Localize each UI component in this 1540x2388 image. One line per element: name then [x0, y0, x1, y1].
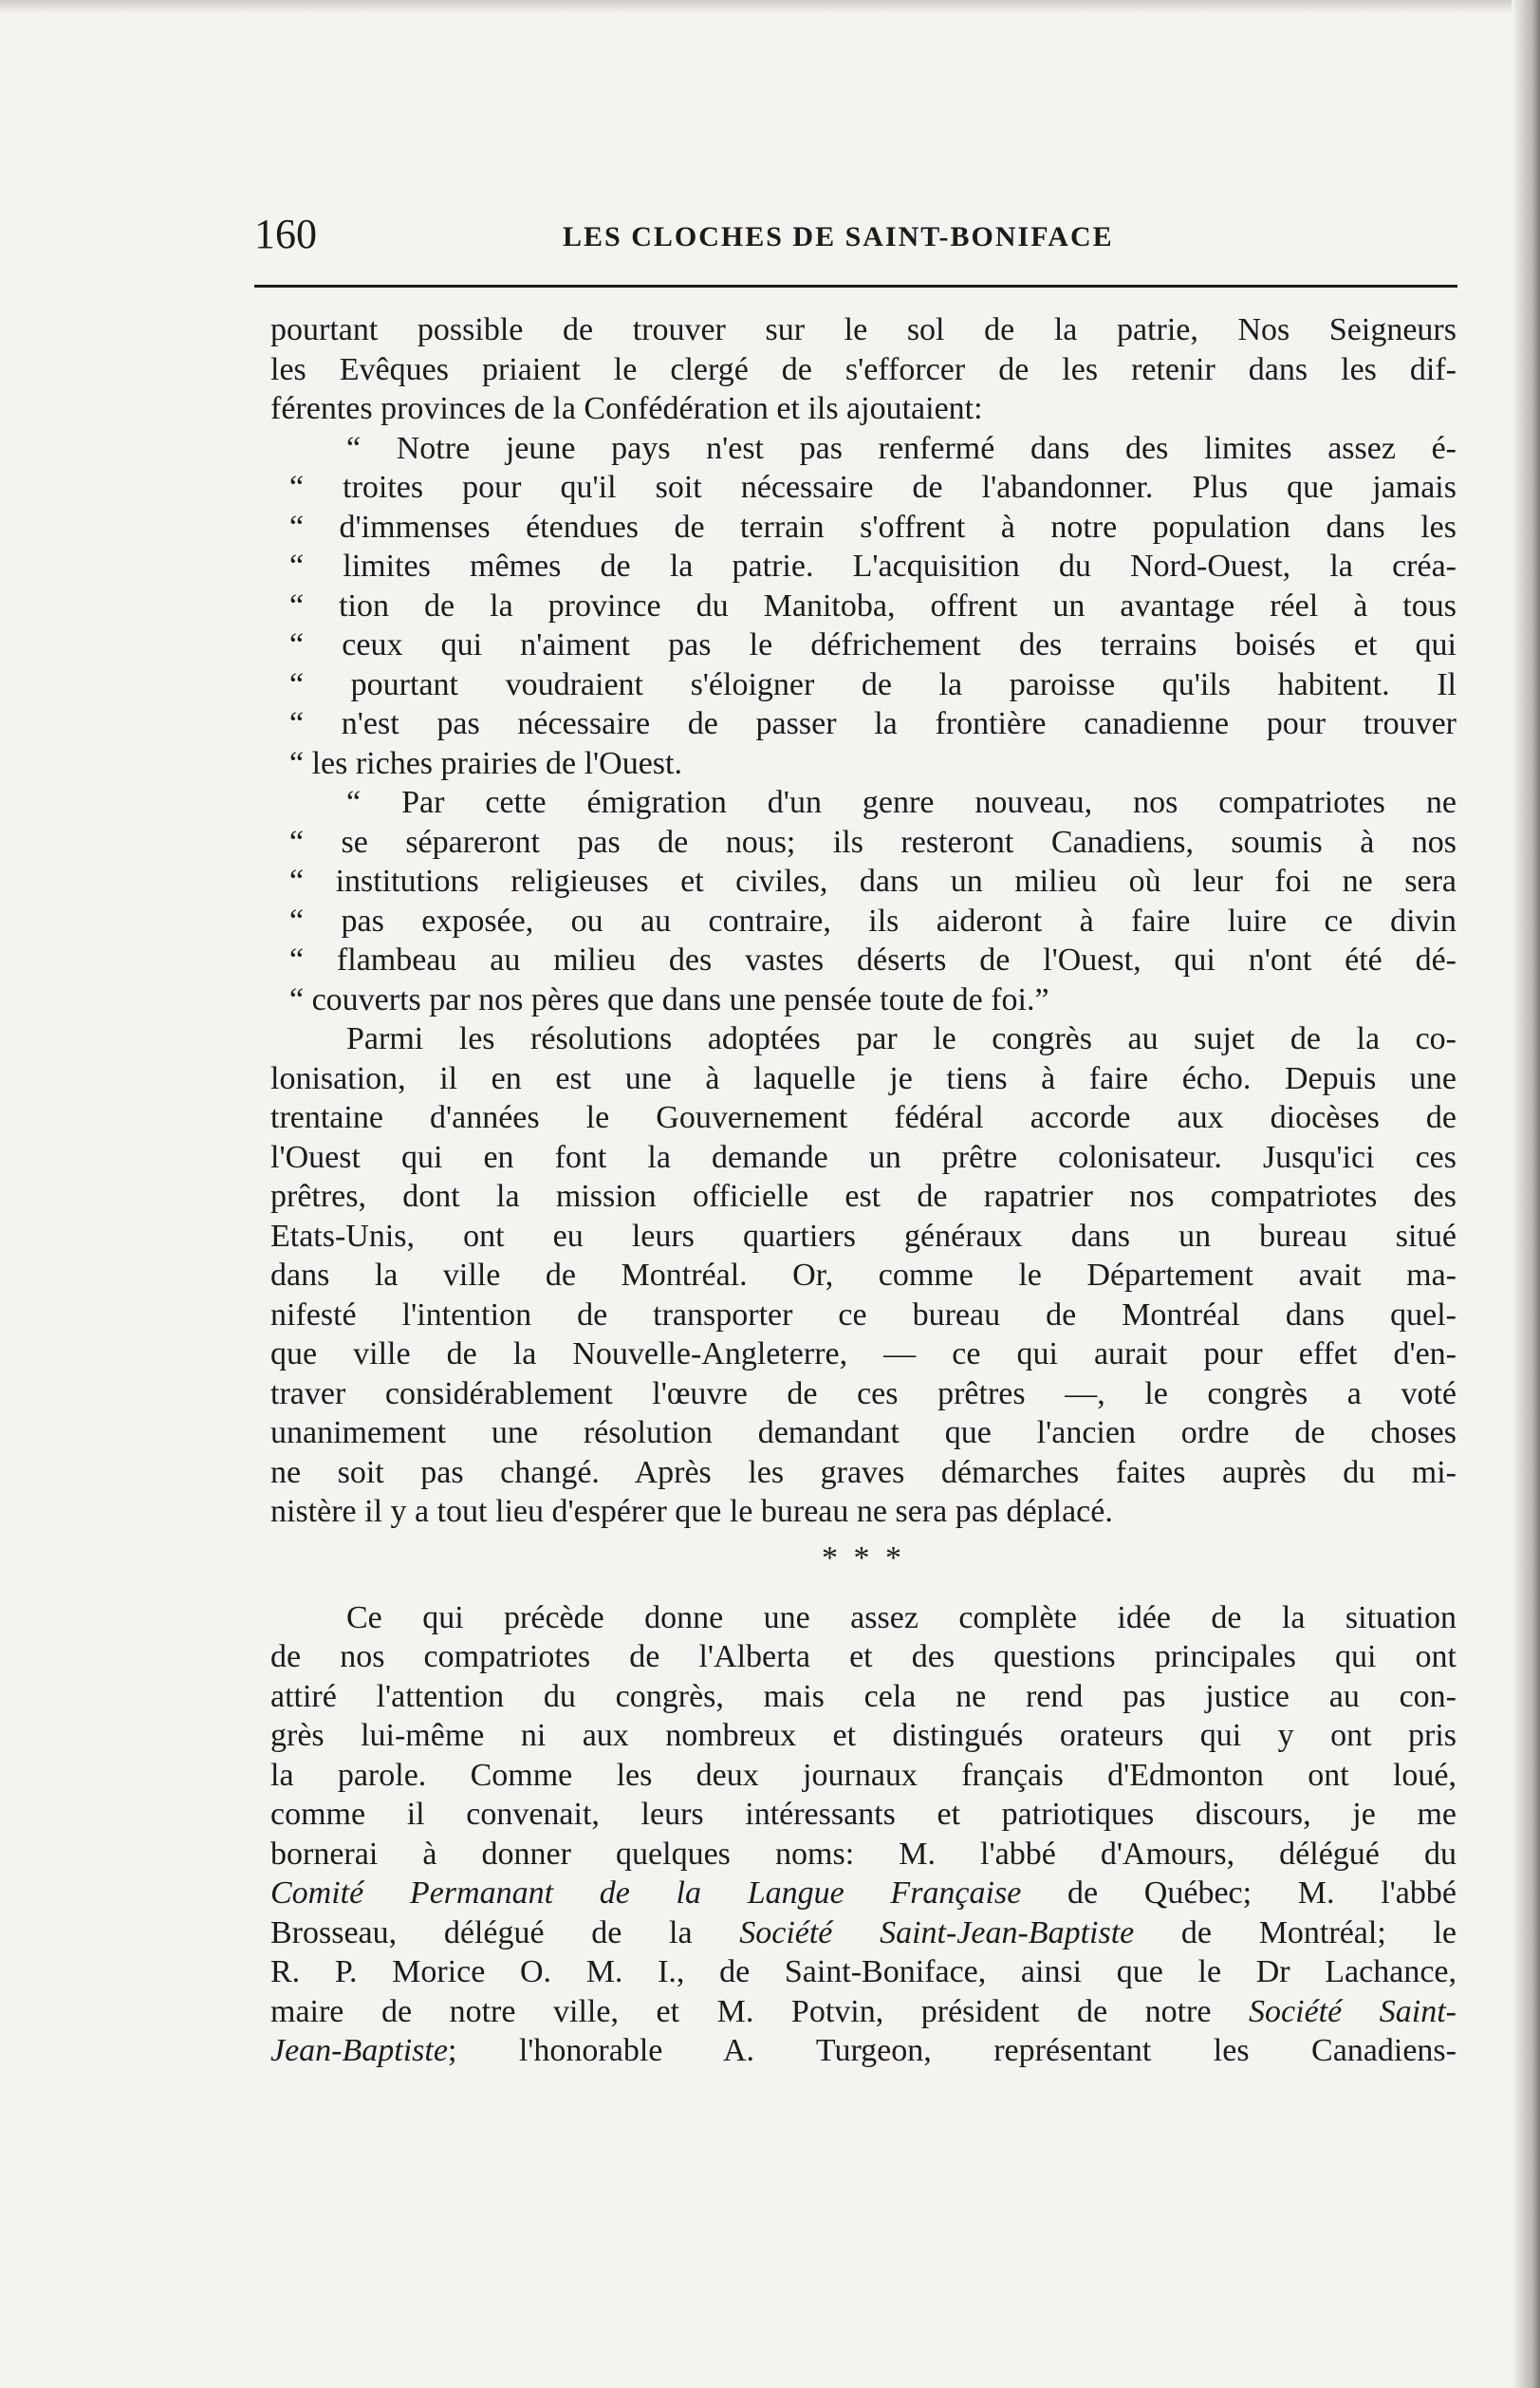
text-line: prêtres, dont la mission officielle est de rapatrier nos compatriotes des [270, 1179, 1457, 1214]
text-line: grès lui-même ni aux nombreux et distingués orateurs qui y ont pris [270, 1718, 1457, 1753]
text-line: dans la ville de Montréal. Or, comme le Département avait ma- [270, 1258, 1457, 1293]
quote-line: “ couverts par nos pères que dans une pensée toute de foi.” [289, 981, 1049, 1017]
quote-line: “ les riches prairies de l'Ouest. [289, 745, 682, 781]
page-number: 160 [254, 211, 317, 257]
quote-line: “ flambeau au milieu des vastes déserts de l'Ouest, qui n'ont été dé- [289, 942, 1457, 978]
italic-title: Comité Permanant de la Langue Française [270, 1875, 1022, 1911]
quote-line: “ Par cette émigration d'un genre nouveau, nos compatriotes ne [346, 785, 1457, 820]
text-line: Ce qui précède donne une assez complète idée de la situation [346, 1599, 1457, 1635]
quote-line: “ se sépareront pas de nous; ils resteront Canadiens, soumis à nos [289, 824, 1457, 860]
text-line: nistère il y a tout lieu d'espérer que le bureau ne sera pas déplacé. [270, 1494, 1113, 1529]
italic-title: Jean-Baptiste [270, 2033, 448, 2068]
text-line: trentaine d'années le Gouvernement fédéral accorde aux diocèses de [270, 1100, 1457, 1135]
quote-line: “ pourtant voudraient s'éloigner de la paroisse qu'ils habitent. Il [289, 666, 1457, 702]
quote-line: “ institutions religieuses et civiles, dans un milieu où leur foi ne sera [289, 864, 1457, 899]
text-line: attiré l'attention du congrès, mais cela ne rend pas justice au con- [270, 1678, 1457, 1714]
text-line: les Evêques priaient le clergé de s'efforcer de les retenir dans les dif- [270, 351, 1457, 387]
text-span: de Montréal; le [1134, 1914, 1457, 1950]
quote-line: “ tion de la province du Manitoba, offrent un avantage réel à tous [289, 588, 1457, 624]
text-line: nifesté l'intention de transporter ce bureau de Montréal dans quel- [270, 1297, 1457, 1333]
section-gap [270, 1585, 1457, 1598]
text-line: que ville de la Nouvelle-Angleterre, — ce qui aurait pour effet d'en- [270, 1336, 1457, 1371]
text-line: R. P. Morice O. M. I., de Saint-Boniface, ainsi que le Dr Lachance, [270, 1954, 1457, 1989]
section-break-asterism: * * * [822, 1539, 905, 1576]
text-span: ; l'honorable A. Turgeon, représentant les Canadiens- [447, 2033, 1457, 2068]
quote-line: “ ceux qui n'aiment pas le défrichement des terrains boisés et qui [289, 627, 1457, 662]
text-span: Brosseau, délégué de la [270, 1914, 740, 1950]
quote-line: “ d'immenses étendues de terrain s'offrent à notre population dans les [289, 509, 1457, 545]
text-line: de nos compatriotes de l'Alberta et des questions principales qui ont [270, 1639, 1457, 1674]
text-line: férentes provinces de la Confédération et ils ajoutaient: [270, 391, 983, 426]
page-header [254, 211, 1471, 258]
quote-line: “ Notre jeune pays n'est pas renfermé dans des limites assez é- [346, 430, 1457, 466]
text-line: bornerai à donner quelques noms: M. l'abbé d'Amours, délégué du [270, 1836, 1457, 1872]
quote-line: “ pas exposée, ou au contraire, ils aideront à faire luire ce divin [289, 903, 1457, 939]
text-line: Etats-Unis, ont eu leurs quartiers généraux dans un bureau situé [270, 1218, 1457, 1254]
page-top-edge [0, 0, 1540, 13]
text-line [270, 1992, 1457, 2032]
text-line [270, 1874, 1457, 1913]
text-line: comme il convenait, leurs intéressants et patriotiques discours, je me [270, 1797, 1457, 1832]
running-title: LES CLOCHES DE SAINT-BONIFACE [563, 221, 1114, 252]
text-line: lonisation, il en est une à laquelle je tiens à faire écho. Depuis une [270, 1060, 1457, 1096]
text-line [270, 1913, 1457, 1953]
text-line: ne soit pas changé. Après les graves démarches faites auprès du mi- [270, 1454, 1457, 1490]
italic-title: Société Saint-Jean-Baptiste [739, 1914, 1135, 1950]
quote-line: “ n'est pas nécessaire de passer la frontière canadienne pour trouver [289, 706, 1457, 741]
text-line: unanimement une résolution demandant que l'ancien ordre de choses [270, 1415, 1457, 1450]
text-span: de Québec; M. l'abbé [1021, 1875, 1457, 1911]
text-line: l'Ouest qui en font la demande un prêtre colonisateur. Jusqu'ici ces [270, 1139, 1457, 1175]
text-line: Parmi les résolutions adoptées par le congrès au sujet de la co- [346, 1021, 1457, 1056]
italic-title: Société Saint- [1249, 1993, 1457, 2029]
header-rule [254, 285, 1457, 288]
text-line [270, 2031, 1457, 2071]
text-line: traver considérablement l'œuvre de ces prêtres —, le congrès a voté [270, 1375, 1457, 1411]
text-line: la parole. Comme les deux journaux français d'Edmonton ont loué, [270, 1757, 1457, 1793]
page-right-edge [1512, 0, 1540, 2388]
body-text [270, 310, 1457, 2071]
quote-line: “ troites pour qu'il soit nécessaire de l'abandonner. Plus que jamais [289, 470, 1457, 505]
quote-line: “ limites mêmes de la patrie. L'acquisition du Nord-Ouest, la créa- [289, 549, 1457, 584]
text-span: maire de notre ville, et M. Potvin, président de notre [270, 1993, 1250, 2029]
text-line: pourtant possible de trouver sur le sol de la patrie, Nos Seigneurs [270, 312, 1457, 347]
